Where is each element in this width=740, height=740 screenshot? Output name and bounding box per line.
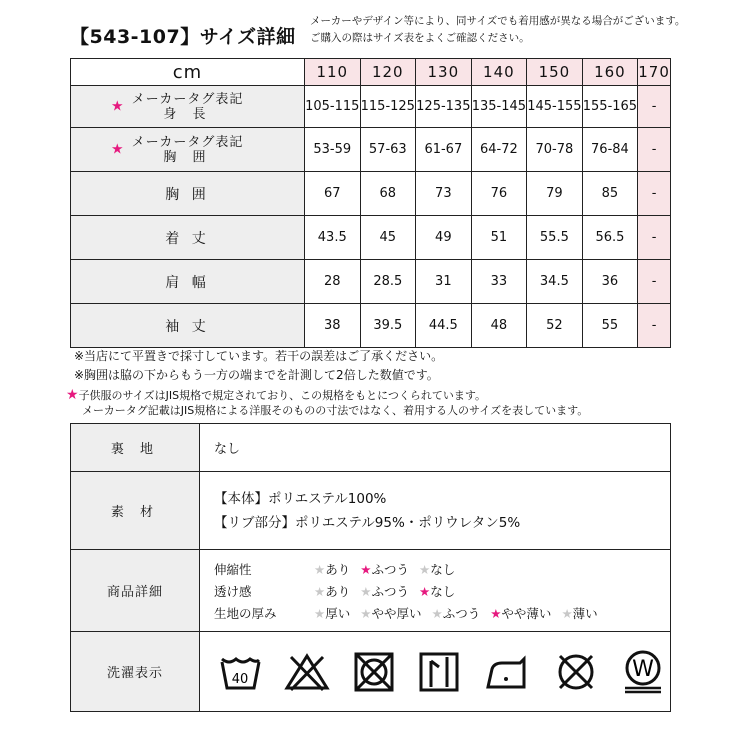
table-cell: 31 bbox=[416, 260, 472, 304]
star-icon: ★ bbox=[111, 141, 125, 157]
star-icon: ★ bbox=[111, 98, 125, 114]
table-cell: 76 bbox=[471, 172, 527, 216]
attribute-option bbox=[419, 582, 455, 600]
table-cell: - bbox=[638, 86, 671, 128]
row-label: 商品詳細 bbox=[71, 550, 200, 632]
table-cell: 61-67 bbox=[416, 128, 472, 172]
table-cell: 67 bbox=[305, 172, 361, 216]
table-cell: 36 bbox=[582, 260, 638, 304]
table-cell: - bbox=[638, 128, 671, 172]
line-dry-icon bbox=[417, 651, 461, 693]
page-title: 【543-107】サイズ詳細 bbox=[70, 26, 296, 48]
attribute-option bbox=[360, 582, 409, 600]
table-cell: 34.5 bbox=[527, 260, 583, 304]
attribute-row bbox=[214, 602, 670, 624]
table-cell: 55 bbox=[582, 304, 638, 348]
size-table bbox=[70, 58, 671, 348]
table-cell: 76-84 bbox=[582, 128, 638, 172]
table-cell: 52 bbox=[527, 304, 583, 348]
table-cell: - bbox=[638, 260, 671, 304]
option-label: ふつう bbox=[371, 561, 409, 577]
attribute-option bbox=[419, 560, 455, 578]
option-label: なし bbox=[430, 561, 456, 577]
size-header: 110 bbox=[305, 59, 361, 86]
row-label: 胸 囲 bbox=[71, 172, 305, 216]
option-label: なし bbox=[430, 583, 456, 599]
table-cell: - bbox=[638, 304, 671, 348]
option-label: ふつう bbox=[371, 583, 409, 599]
product-attributes bbox=[200, 550, 671, 632]
table-cell: 125-135 bbox=[416, 86, 472, 128]
size-header: 120 bbox=[360, 59, 416, 86]
table-cell: 53-59 bbox=[305, 128, 361, 172]
no-tumble-dry-icon bbox=[352, 651, 396, 693]
table-row bbox=[71, 216, 671, 260]
star-icon: ★ bbox=[314, 583, 326, 599]
table-cell: 45 bbox=[360, 216, 416, 260]
table-cell: 33 bbox=[471, 260, 527, 304]
option-label: やや厚い bbox=[371, 605, 422, 621]
row-label-line1: メーカータグ表記 bbox=[131, 91, 244, 107]
attribute-option bbox=[431, 604, 480, 622]
attribute-option bbox=[314, 582, 350, 600]
table-cell: 115-125 bbox=[360, 86, 416, 128]
table-cell: 145-155 bbox=[527, 86, 583, 128]
table-row bbox=[71, 172, 671, 216]
attribute-row bbox=[214, 580, 670, 602]
row-label: 着 丈 bbox=[71, 216, 305, 260]
table-cell: 39.5 bbox=[360, 304, 416, 348]
row-label-line1: メーカータグ表記 bbox=[131, 134, 244, 150]
table-row bbox=[71, 472, 671, 550]
table-cell: - bbox=[638, 172, 671, 216]
attribute-option bbox=[314, 604, 350, 622]
size-header: 140 bbox=[471, 59, 527, 86]
table-cell: 70-78 bbox=[527, 128, 583, 172]
row-label: 裏 地 bbox=[71, 424, 200, 472]
table-cell: 51 bbox=[471, 216, 527, 260]
table-row bbox=[71, 550, 671, 632]
table-cell: 28 bbox=[305, 260, 361, 304]
table-cell: 56.5 bbox=[582, 216, 638, 260]
no-bleach-icon bbox=[283, 651, 331, 693]
table-cell: 79 bbox=[527, 172, 583, 216]
option-label: 厚い bbox=[325, 605, 351, 621]
jis-line-2: メーカータグ記載はJIS規格による洋服そのものの寸法ではなく、着用する人のサイズを表しています。 bbox=[82, 404, 589, 417]
table-cell: 38 bbox=[305, 304, 361, 348]
table-row bbox=[71, 128, 671, 172]
attribute-name: 生地の厚み bbox=[214, 605, 277, 621]
attribute-option bbox=[360, 604, 421, 622]
attribute-name: 伸縮性 bbox=[214, 561, 252, 577]
row-label: 袖 丈 bbox=[71, 304, 305, 348]
lining-value: なし bbox=[200, 424, 671, 472]
table-cell: 105-115 bbox=[305, 86, 361, 128]
star-icon: ★ bbox=[490, 605, 502, 621]
wet-clean-letter: W bbox=[632, 656, 654, 682]
material-value bbox=[200, 472, 671, 550]
table-cell: 68 bbox=[360, 172, 416, 216]
option-label: あり bbox=[325, 583, 351, 599]
option-label: やや薄い bbox=[501, 605, 552, 621]
table-cell: 64-72 bbox=[471, 128, 527, 172]
attribute-option bbox=[314, 560, 350, 578]
star-icon: ★ bbox=[418, 583, 431, 599]
table-cell: 28.5 bbox=[360, 260, 416, 304]
top-note-1: メーカーやデザイン等により、同サイズでも着用感が異なる場合がございます。 bbox=[310, 15, 686, 27]
option-label: あり bbox=[325, 561, 351, 577]
attribute-option bbox=[561, 604, 597, 622]
size-header: 150 bbox=[527, 59, 583, 86]
size-header: 160 bbox=[582, 59, 638, 86]
table-cell: 48 bbox=[471, 304, 527, 348]
row-label: 肩 幅 bbox=[71, 260, 305, 304]
wash-temp: 40 bbox=[231, 671, 249, 687]
attribute-row bbox=[214, 558, 670, 580]
care-icons bbox=[200, 632, 671, 712]
table-cell: 49 bbox=[416, 216, 472, 260]
table-row bbox=[71, 304, 671, 348]
no-dry-clean-icon bbox=[553, 651, 599, 693]
table-cell: 135-145 bbox=[471, 86, 527, 128]
attribute-name: 透け感 bbox=[214, 583, 252, 599]
table-cell: 55.5 bbox=[527, 216, 583, 260]
attribute-option bbox=[360, 560, 409, 578]
table-cell: 57-63 bbox=[360, 128, 416, 172]
note-line: ※胸囲は脇の下からもう一方の端までを計測して2倍した数値です。 bbox=[74, 368, 439, 382]
star-icon: ★ bbox=[66, 387, 79, 403]
table-row bbox=[71, 86, 671, 128]
table-row bbox=[71, 260, 671, 304]
table-row bbox=[71, 424, 671, 472]
star-icon: ★ bbox=[314, 561, 326, 577]
table-cell: 85 bbox=[582, 172, 638, 216]
table-cell: - bbox=[638, 216, 671, 260]
row-label: 素 材 bbox=[71, 472, 200, 550]
star-icon: ★ bbox=[360, 583, 372, 599]
wet-clean-icon bbox=[620, 649, 666, 695]
attribute-option bbox=[490, 604, 551, 622]
jis-notes bbox=[66, 388, 588, 418]
iron-low-icon bbox=[482, 651, 532, 693]
table-cell: 155-165 bbox=[582, 86, 638, 128]
table-row bbox=[71, 632, 671, 712]
note-line: ※当店にて平置きで採寸しています。若干の誤差はご了承ください。 bbox=[74, 349, 444, 363]
star-icon: ★ bbox=[418, 561, 431, 577]
detail-table bbox=[70, 423, 671, 712]
measurement-notes bbox=[74, 347, 443, 385]
option-label: 薄い bbox=[572, 605, 598, 621]
option-label: ふつう bbox=[442, 605, 481, 621]
size-header: 170 bbox=[638, 59, 671, 86]
star-icon: ★ bbox=[431, 605, 443, 621]
table-cell: 44.5 bbox=[416, 304, 472, 348]
top-note-2: ご購入の際はサイズ表をよくご確認ください。 bbox=[310, 32, 530, 44]
material-line-1: 【本体】ポリエステル100% bbox=[214, 490, 387, 507]
size-header-row bbox=[71, 59, 671, 86]
row-label-line2: 胸 囲 bbox=[163, 149, 212, 165]
material-line-2: 【リブ部分】ポリエステル95%・ポリウレタン5% bbox=[214, 514, 521, 531]
table-cell: 43.5 bbox=[305, 216, 361, 260]
table-cell: 73 bbox=[416, 172, 472, 216]
star-icon: ★ bbox=[360, 605, 372, 621]
jis-line-1: 子供服のサイズはJIS規格で規定されており、この規格をもとにつくられています。 bbox=[78, 389, 487, 402]
row-label-line2: 身 長 bbox=[163, 106, 212, 122]
star-icon: ★ bbox=[314, 605, 326, 621]
star-icon: ★ bbox=[360, 561, 372, 577]
unit-header: cm bbox=[71, 59, 305, 86]
row-label bbox=[71, 86, 305, 128]
size-header: 130 bbox=[416, 59, 472, 86]
note-line bbox=[66, 388, 588, 403]
wash-tub-40-icon bbox=[218, 651, 262, 693]
star-icon: ★ bbox=[561, 605, 573, 621]
row-label bbox=[71, 128, 305, 172]
row-label: 洗濯表示 bbox=[71, 632, 200, 712]
